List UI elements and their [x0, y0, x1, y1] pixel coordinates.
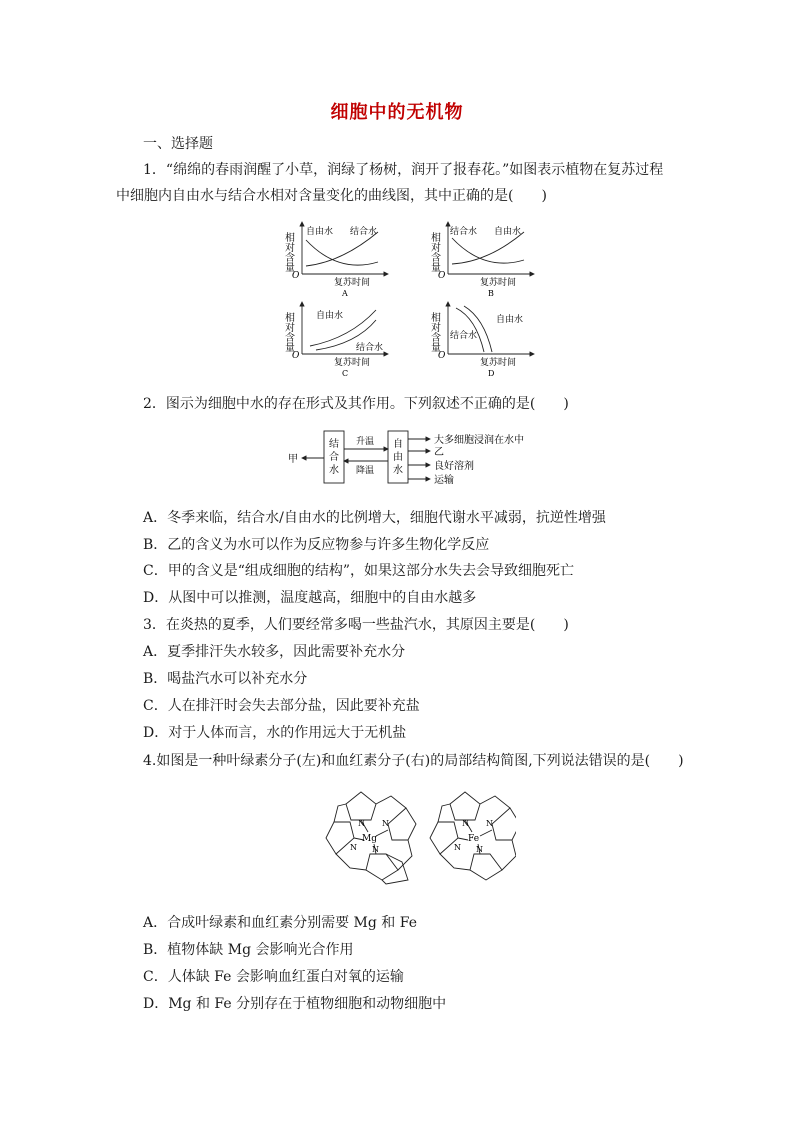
q2-option-c: C．甲的含义是“组成细胞的结构”，如果这部分水失去会导致细胞死亡: [143, 563, 575, 579]
cool-down-label: 降温: [356, 466, 375, 476]
free-water-label: 自由水: [494, 227, 522, 237]
svg-text:合: 合: [329, 452, 339, 463]
q1-panel-b: [429, 222, 535, 298]
role-1: 大多细胞浸润在水中: [434, 435, 524, 446]
q4-option-a: A．合成叶绿素和血红素分别需要 Mg 和 Fe: [143, 915, 417, 931]
panel-label-c: C: [342, 369, 349, 378]
bound-water-box-c1: 结: [329, 439, 339, 450]
role-3: 良好溶剂: [434, 461, 474, 472]
axis-x-label: 复苏时间: [480, 358, 517, 368]
n-atom: N: [350, 843, 357, 852]
q2-option-b: B．乙的含义为水可以作为反应物参与许多生物化学反应: [143, 537, 490, 553]
heat-up-label: 升温: [356, 437, 375, 447]
metal-fe: Fe: [468, 834, 480, 844]
n-atom: N: [358, 819, 365, 828]
axis-x-label: 复苏时间: [334, 278, 371, 288]
panel-label-a: A: [342, 289, 348, 298]
q4-option-c: C．人体缺 Fe 会影响血红蛋白对氧的运输: [143, 969, 404, 985]
axis-x-label: 复苏时间: [480, 278, 517, 288]
origin-label: O: [438, 271, 446, 281]
metal-mg: Mg: [362, 834, 377, 844]
q1-panel-a: [283, 222, 389, 298]
n-atom: N: [462, 819, 469, 828]
free-water-label: 自由水: [496, 315, 524, 325]
axis-y-label: 相对含量: [428, 312, 440, 352]
q1-stem-line2: 中细胞内自由水与结合水相对含量变化的曲线图，其中正确的是( ): [116, 188, 547, 204]
bound-water-label: 结合水: [350, 227, 378, 237]
svg-text:水: 水: [329, 465, 339, 476]
q4-option-d: D．Mg 和 Fe 分别存在于植物细胞和动物细胞中: [143, 996, 447, 1012]
q3-option-b: B．喝盐汽水可以补充水分: [143, 671, 308, 687]
n-atom: N: [486, 819, 493, 828]
q3-option-d: D．对于人体而言，水的作用远大于无机盐: [143, 725, 407, 741]
q2-stem: 2．图示为细胞中水的存在形式及其作用。下列叙述不正确的是( ): [143, 396, 569, 412]
panel-label-b: B: [488, 289, 494, 298]
axis-y-label: 相对含量: [282, 312, 294, 352]
bound-water-label: 结合水: [356, 343, 384, 353]
page-title: 细胞中的无机物: [330, 102, 464, 123]
free-water-label: 自由水: [306, 227, 334, 237]
axis-y-label: 相对含量: [428, 232, 440, 272]
origin-label: O: [438, 351, 446, 361]
panel-label-d: D: [488, 369, 495, 378]
jia-label: 甲: [288, 454, 298, 465]
q1-figure-curves: [280, 218, 540, 378]
q2-option-d: D．从图中可以推测，温度越高，细胞中的自由水越多: [143, 590, 477, 606]
q4-stem: 4.如图是一种叶绿素分子(左)和血红素分子(右)的局部结构简图,下列说法错误的是( ): [143, 753, 684, 769]
q3-option-a: A．夏季排汗失水较多，因此需要补充水分: [143, 644, 406, 660]
q1-panel-c: [283, 302, 389, 378]
q1-stem-line1: 1．“绵绵的春雨润醒了小草，润绿了杨树，润开了报春花。”如图表示植物在复苏过程: [143, 162, 664, 178]
n-atom: N: [454, 843, 461, 852]
role-2: 乙: [434, 447, 444, 458]
q2-option-a: A．冬季来临，结合水/自由水的比例增大，细胞代谢水平减弱，抗逆性增强: [143, 510, 606, 526]
n-atom: N: [476, 845, 483, 854]
q2-figure-water-forms: [284, 425, 544, 493]
q4-option-b: B．植物体缺 Mg 会影响光合作用: [143, 942, 354, 958]
n-atom: N: [382, 819, 389, 828]
q3-option-c: C．人在排汗时会失去部分盐，因此要补充盐: [143, 698, 420, 714]
axis-x-label: 复苏时间: [334, 358, 371, 368]
bound-water-label: 结合水: [450, 227, 478, 237]
q4-figure-porphyrins: [316, 784, 516, 894]
svg-text:由: 由: [393, 452, 403, 463]
origin-label: O: [292, 271, 300, 281]
section-heading: 一、选择题: [143, 136, 213, 152]
n-atom: N: [372, 845, 379, 854]
q3-stem: 3．在炎热的夏季，人们要经常多喝一些盐汽水，其原因主要是( ): [143, 617, 569, 633]
role-4: 运输: [434, 475, 454, 486]
bound-water-label: 结合水: [450, 331, 478, 341]
axis-y-label: 相对含量: [282, 232, 294, 272]
q1-panel-d: [429, 302, 535, 378]
origin-label: O: [292, 351, 300, 361]
svg-text:水: 水: [393, 465, 403, 476]
svg-text:自: 自: [393, 439, 403, 450]
free-water-label: 自由水: [316, 311, 344, 321]
